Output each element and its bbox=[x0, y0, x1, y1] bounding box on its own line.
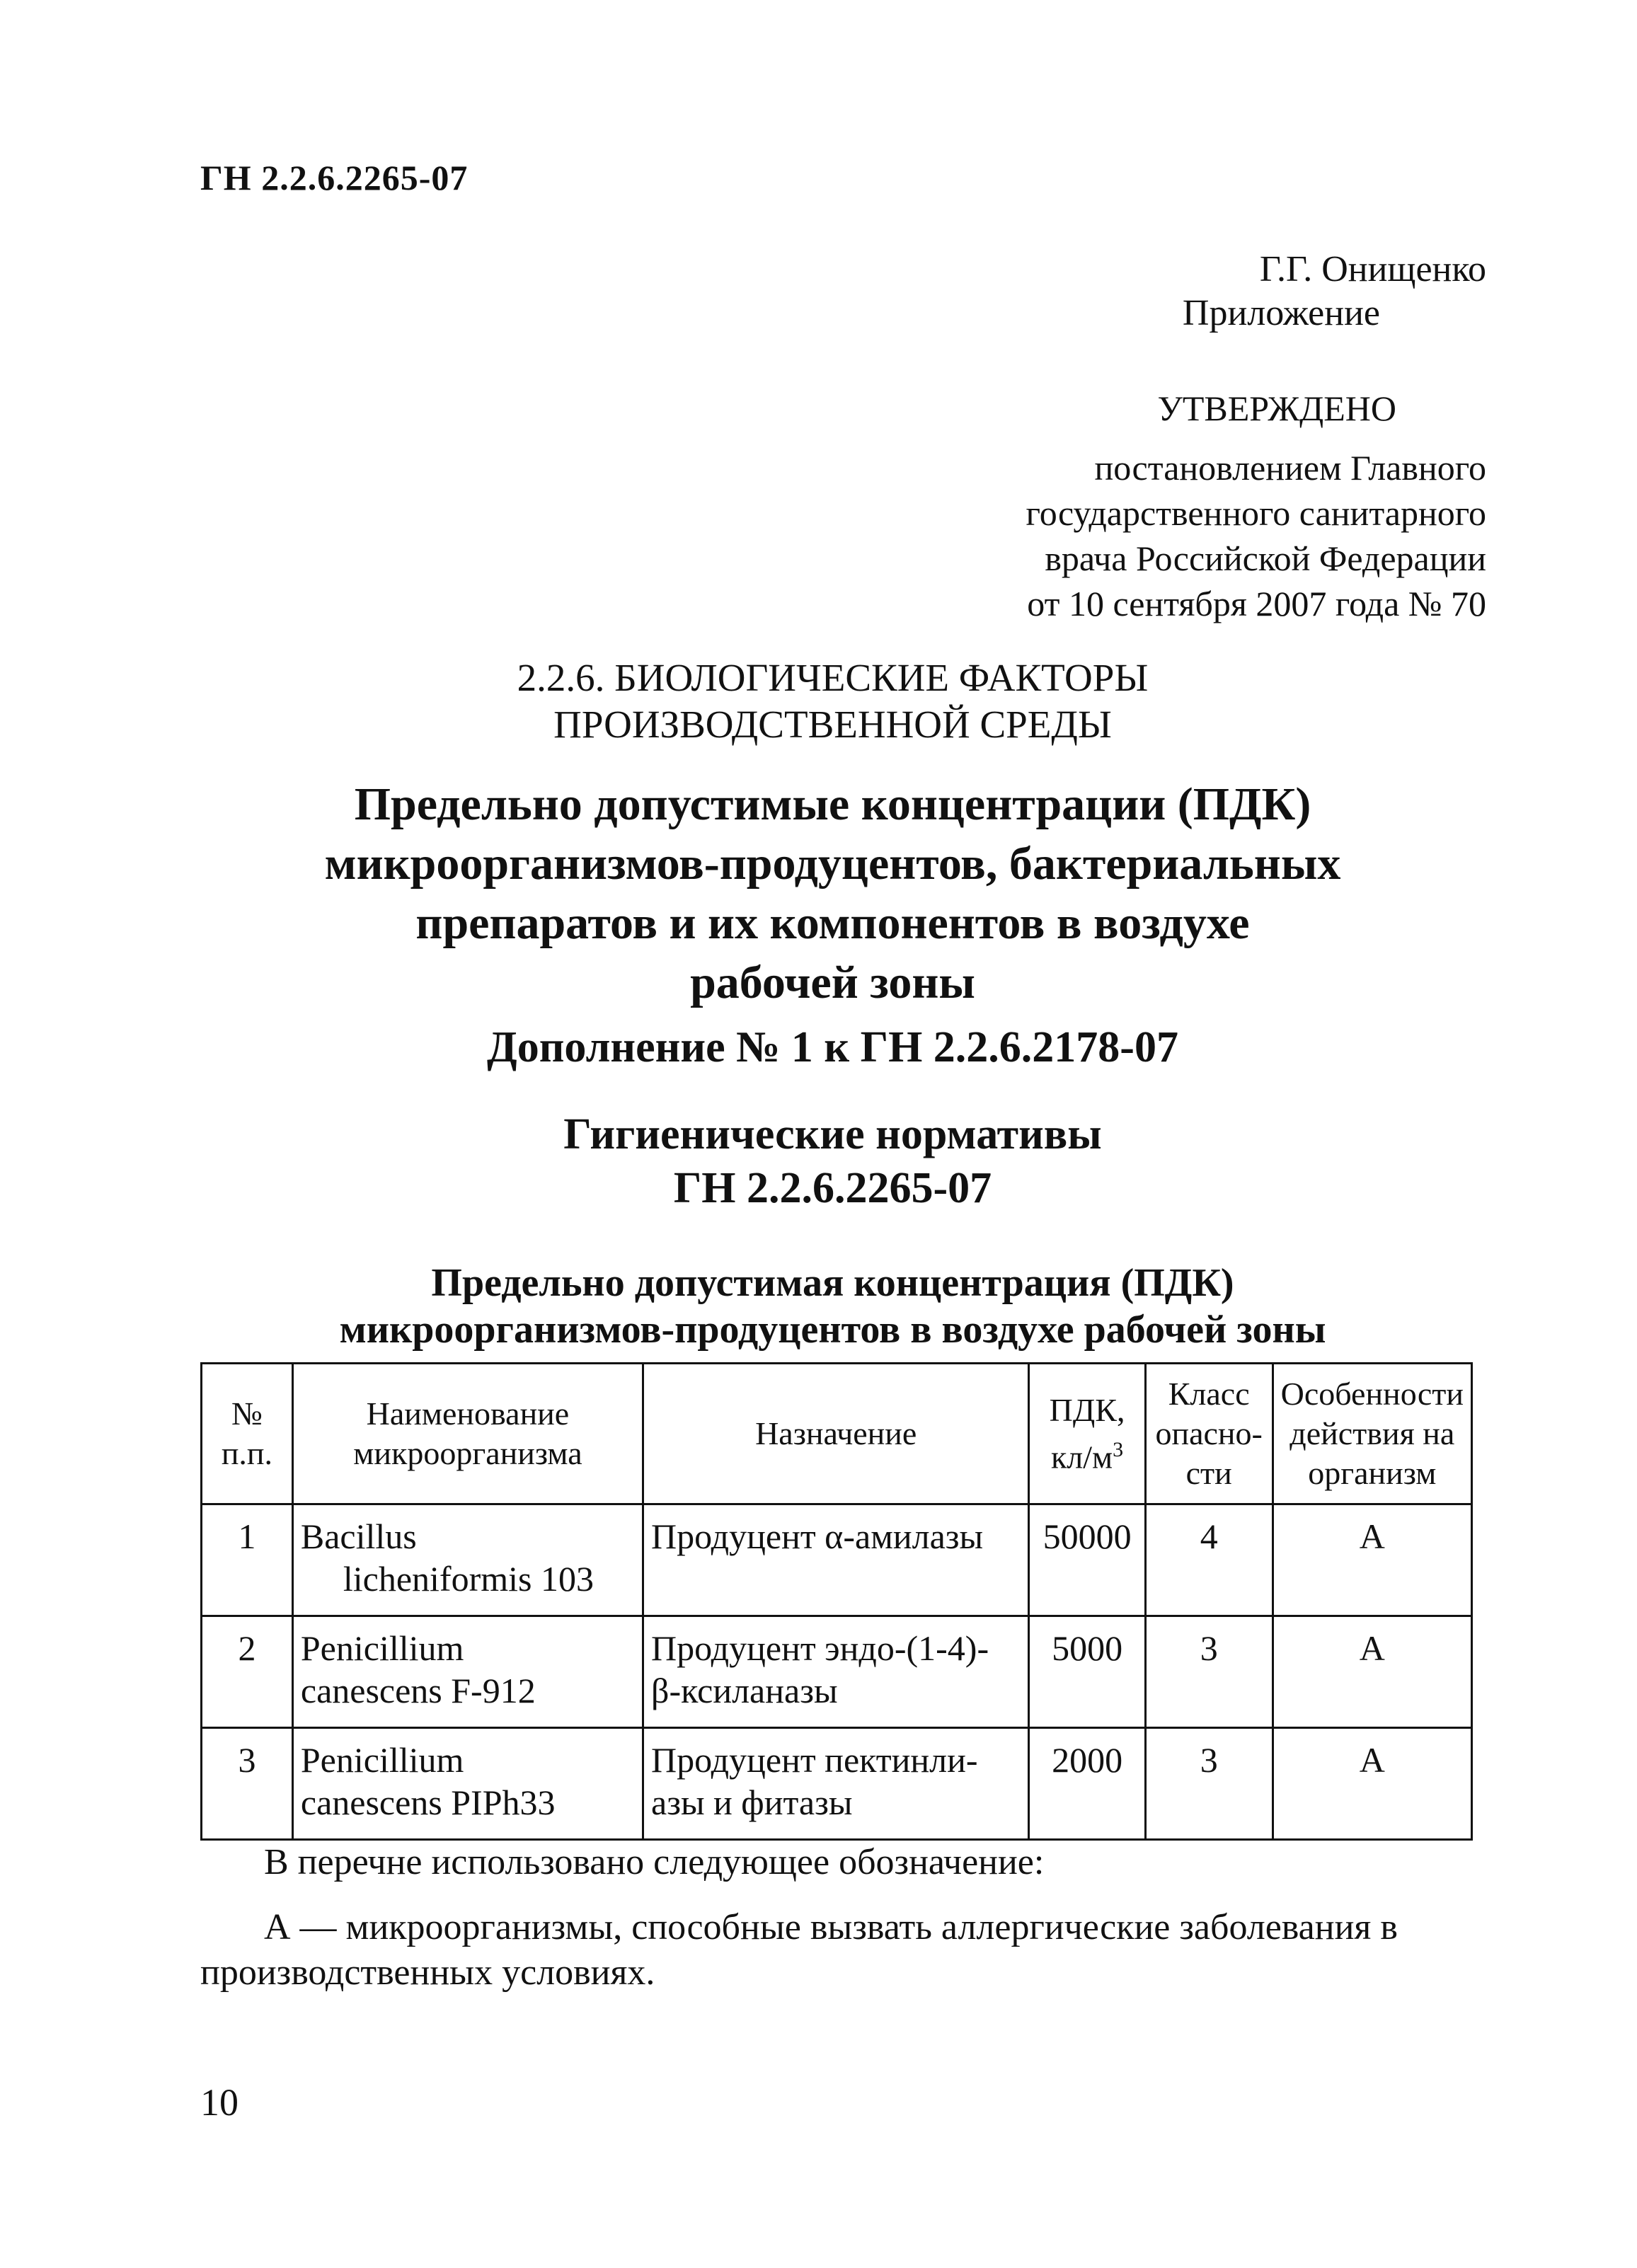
cell-number: 3 bbox=[202, 1728, 293, 1840]
document-code: ГН 2.2.6.2265-07 bbox=[200, 158, 469, 197]
cell-purpose bbox=[643, 1504, 1029, 1616]
header-pdk bbox=[1029, 1364, 1145, 1504]
main-title-line: Предельно допустимые концентрации (ПДК) bbox=[354, 778, 1311, 830]
header-unit: кл/м bbox=[1050, 1439, 1113, 1475]
table-caption-line: Предельно допустимая концентрация (ПДК) bbox=[431, 1261, 1234, 1305]
approval-block bbox=[849, 386, 1486, 626]
cell-hazard-class: 3 bbox=[1145, 1728, 1273, 1840]
norms-code: ГН 2.2.6.2265-07 bbox=[673, 1164, 992, 1212]
cell-number: 2 bbox=[202, 1616, 293, 1728]
cell-name bbox=[292, 1504, 643, 1616]
header-purpose: Назначение bbox=[643, 1364, 1029, 1504]
header-text: $кл/м^3$ bbox=[1050, 1437, 1124, 1475]
cell-effect: А bbox=[1273, 1728, 1471, 1840]
cell-pdk: 5000 bbox=[1029, 1616, 1145, 1728]
header-text: опасно- bbox=[1155, 1415, 1263, 1451]
table-header-row bbox=[202, 1364, 1472, 1504]
header-hazard-class bbox=[1145, 1364, 1273, 1504]
cell-pdk: 2000 bbox=[1029, 1728, 1145, 1840]
header-text: № bbox=[231, 1395, 263, 1432]
header-text: организм bbox=[1308, 1455, 1437, 1491]
approval-line: постановлением Главного bbox=[1094, 448, 1486, 488]
cell-text: licheniformis 103 bbox=[343, 1559, 594, 1599]
table-caption bbox=[0, 1260, 1637, 1353]
cell-text: Продуцент пектинли- bbox=[651, 1740, 978, 1780]
header-text: микроорганизма bbox=[353, 1435, 582, 1471]
cell-purpose bbox=[643, 1616, 1029, 1728]
header-text: сти bbox=[1185, 1455, 1232, 1491]
norms-title bbox=[0, 1107, 1637, 1215]
cell-text: Продуцент α-амилазы bbox=[651, 1516, 984, 1556]
cell-text: Продуцент эндо-(1-4)- bbox=[651, 1628, 989, 1668]
cell-text: Bacillus bbox=[300, 1516, 417, 1556]
approval-line: государственного санитарного bbox=[1026, 493, 1486, 533]
main-title bbox=[0, 775, 1637, 1013]
cell-name bbox=[292, 1728, 643, 1840]
footnote-intro: В перечне использовано следующее обозначение: bbox=[264, 1842, 1045, 1882]
main-title-line: рабочей зоны bbox=[690, 957, 975, 1008]
norms-title-line: Гигиенические нормативы bbox=[563, 1110, 1102, 1158]
header-text: Особенности bbox=[1280, 1376, 1464, 1412]
table-row bbox=[202, 1616, 1472, 1728]
cell-text: азы и фитазы bbox=[651, 1783, 853, 1822]
cell-name bbox=[292, 1616, 643, 1728]
approved-label: УТВЕРЖДЕНО bbox=[1157, 388, 1396, 428]
pdk-table bbox=[200, 1362, 1473, 1841]
section-title-line: ПРОИЗВОДСТВЕННОЙ СРЕДЫ bbox=[553, 703, 1112, 746]
cell-text: Penicillium bbox=[300, 1628, 464, 1668]
cell-pdk: 50000 bbox=[1029, 1504, 1145, 1616]
header-text: ПДК, bbox=[1049, 1391, 1125, 1428]
cell-text: canescens PIPh33 bbox=[300, 1783, 556, 1822]
signer-block bbox=[991, 248, 1486, 335]
appendix-label: Приложение bbox=[1182, 293, 1380, 333]
table-row bbox=[202, 1504, 1472, 1616]
section-title-line: 2.2.6. БИОЛОГИЧЕСКИЕ ФАКТОРЫ bbox=[517, 656, 1149, 699]
main-title-line: препаратов и их компонентов в воздухе bbox=[415, 897, 1250, 949]
header-text: действия на bbox=[1290, 1415, 1455, 1451]
main-title-line: микроорганизмов-продуцентов, бактериальных bbox=[324, 838, 1341, 890]
header-effect bbox=[1273, 1364, 1471, 1504]
cell-text: β-ксиланазы bbox=[651, 1671, 838, 1710]
cell-effect: А bbox=[1273, 1504, 1471, 1616]
cell-number: 1 bbox=[202, 1504, 293, 1616]
section-title bbox=[0, 655, 1637, 748]
table-caption-line: микроорганизмов-продуцентов в воздухе рабочей зоны bbox=[339, 1308, 1326, 1352]
header-text: Класс bbox=[1168, 1376, 1250, 1412]
page-number: 10 bbox=[200, 2081, 239, 2124]
approval-line: от 10 сентября 2007 года № 70 bbox=[1027, 584, 1486, 623]
footnote-definition: А — микроорганизмы, способные вызвать аллергические заболевания в производственных условиях. bbox=[200, 1907, 1398, 1993]
table-row bbox=[202, 1728, 1472, 1840]
footnote bbox=[200, 1840, 1474, 2015]
signer-name: Г.Г. Онищенко bbox=[1259, 249, 1486, 289]
cell-hazard-class: 3 bbox=[1145, 1616, 1273, 1728]
header-text: Наименование bbox=[366, 1395, 570, 1432]
header-number bbox=[202, 1364, 293, 1504]
approval-line: врача Российской Федерации bbox=[1045, 539, 1486, 578]
cell-hazard-class: 4 bbox=[1145, 1504, 1273, 1616]
cell-effect: А bbox=[1273, 1616, 1471, 1728]
cell-text: canescens F-912 bbox=[300, 1671, 536, 1710]
cell-purpose bbox=[643, 1728, 1029, 1840]
header-text: п.п. bbox=[221, 1435, 273, 1471]
supplement-title: Дополнение № 1 к ГН 2.2.6.2178-07 bbox=[487, 1023, 1178, 1071]
cell-text: Penicillium bbox=[300, 1740, 464, 1780]
header-name bbox=[292, 1364, 643, 1504]
